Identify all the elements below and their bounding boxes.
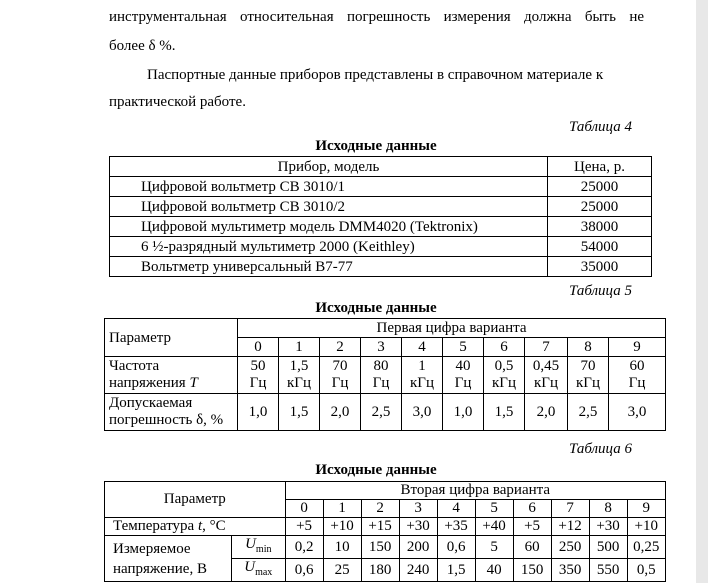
umax-value: 40 (475, 559, 513, 582)
frequency-value: 1 кГц (402, 357, 443, 394)
umin-value: 250 (551, 536, 589, 559)
table-row (110, 237, 652, 257)
frequency-label: Частота напряжения T (105, 357, 238, 394)
error-value: 1,5 (279, 394, 320, 431)
digit-header: 0 (238, 338, 279, 357)
umin-value: 5 (475, 536, 513, 559)
table4 (109, 156, 652, 277)
error-value: 2,0 (320, 394, 361, 431)
umax-value: 0,6 (285, 559, 323, 582)
umax-value: 1,5 (437, 559, 475, 582)
digit-header: 8 (568, 338, 609, 357)
error-value: 2,5 (361, 394, 402, 431)
digit-header: 8 (589, 500, 627, 518)
frequency-value: 0,45 кГц (525, 357, 568, 394)
temperature-value: +5 (285, 518, 323, 536)
frequency-value: 1,5 кГц (279, 357, 320, 394)
error-value: 2,0 (525, 394, 568, 431)
digit-header: 2 (320, 338, 361, 357)
temperature-value: +10 (627, 518, 665, 536)
device-price: 35000 (548, 257, 652, 277)
error-value: 1,5 (484, 394, 525, 431)
frequency-value: 60 Гц (609, 357, 666, 394)
paragraph-line: инструментальная относительная погрешность измерения должна быть не (109, 9, 644, 25)
digit-header: 4 (437, 500, 475, 518)
umin-label: $U_{min}$ (232, 536, 286, 559)
umax-value: 550 (589, 559, 627, 582)
umin-value: 150 (361, 536, 399, 559)
umin-value: 60 (513, 536, 551, 559)
error-value: 3,0 (609, 394, 666, 431)
umax-value: 0,5 (627, 559, 665, 582)
device-price: 38000 (548, 217, 652, 237)
temperature-value: +5 (513, 518, 551, 536)
table-row (105, 536, 666, 559)
table-row (105, 357, 666, 394)
table6 (104, 481, 666, 582)
device-name: 6 ½-разрядный мультиметр 2000 (Keithley) (110, 237, 548, 257)
temperature-label: Температура t, °С (105, 518, 286, 536)
digit-header: 2 (361, 500, 399, 518)
device-name: Цифровой вольтметр СВ 3010/2 (110, 197, 548, 217)
temperature-value: +35 (437, 518, 475, 536)
error-value: 3,0 (402, 394, 443, 431)
frequency-value: 50 Гц (238, 357, 279, 394)
umin-value: 200 (399, 536, 437, 559)
digit-header: 0 (285, 500, 323, 518)
device-name: Цифровой мультиметр модель DMM4020 (Tektronix) (110, 217, 548, 237)
table-row (110, 177, 652, 197)
digit-header: 4 (402, 338, 443, 357)
umax-value: 180 (361, 559, 399, 582)
table6-title: Исходные данные (315, 462, 437, 478)
table-row (110, 197, 652, 217)
voltage-label: Измеряемое напряжение, В (105, 536, 232, 582)
table4-header-price: Цена, р. (548, 157, 652, 177)
frequency-value: 80 Гц (361, 357, 402, 394)
table5-param-header: Параметр (105, 319, 238, 357)
digit-header: 1 (279, 338, 320, 357)
device-name: Вольтметр универсальный В7-77 (110, 257, 548, 277)
paragraph-line: более δ %. (109, 38, 176, 54)
device-name: Цифровой вольтметр СВ 3010/1 (110, 177, 548, 197)
digit-header: 3 (399, 500, 437, 518)
frequency-value: 70 Гц (320, 357, 361, 394)
temperature-value: +40 (475, 518, 513, 536)
temperature-value: +10 (323, 518, 361, 536)
digit-header: 7 (525, 338, 568, 357)
digit-header: 9 (627, 500, 665, 518)
umax-value: 240 (399, 559, 437, 582)
umax-value: 150 (513, 559, 551, 582)
temperature-value: +12 (551, 518, 589, 536)
digit-header: 1 (323, 500, 361, 518)
temperature-value: +15 (361, 518, 399, 536)
frequency-value: 70 кГц (568, 357, 609, 394)
device-price: 54000 (548, 237, 652, 257)
table5 (104, 318, 666, 431)
table4-caption: Таблица 4 (569, 119, 632, 135)
table5-group-header: Первая цифра варианта (238, 319, 666, 338)
table4-title: Исходные данные (315, 138, 437, 154)
table6-param-header: Параметр (105, 482, 286, 518)
umin-value: 500 (589, 536, 627, 559)
paragraph-line: Паспортные данные приборов представлены в справочном материале к (147, 67, 604, 83)
digit-header: 5 (443, 338, 484, 357)
digit-header: 3 (361, 338, 402, 357)
digit-header: 9 (609, 338, 666, 357)
table5-caption: Таблица 5 (569, 283, 632, 299)
digit-header: 5 (475, 500, 513, 518)
digit-header: 6 (484, 338, 525, 357)
umin-value: 0,2 (285, 536, 323, 559)
page-gutter (696, 0, 708, 583)
umin-value: 10 (323, 536, 361, 559)
temperature-value: +30 (399, 518, 437, 536)
table6-group-header: Вторая цифра варианта (285, 482, 665, 500)
digit-header: 7 (551, 500, 589, 518)
umin-value: 0,6 (437, 536, 475, 559)
device-price: 25000 (548, 197, 652, 217)
error-value: 1,0 (443, 394, 484, 431)
digit-header: 6 (513, 500, 551, 518)
error-value: 2,5 (568, 394, 609, 431)
table-row (110, 257, 652, 277)
umax-value: 25 (323, 559, 361, 582)
temperature-value: +30 (589, 518, 627, 536)
error-value: 1,0 (238, 394, 279, 431)
umin-value: 0,25 (627, 536, 665, 559)
frequency-value: 40 Гц (443, 357, 484, 394)
table6-caption: Таблица 6 (569, 441, 632, 457)
paragraph-line: практической работе. (109, 94, 246, 110)
table5-title: Исходные данные (315, 300, 437, 316)
table-row (105, 394, 666, 431)
table-row (110, 217, 652, 237)
table-row (105, 518, 666, 536)
umax-value: 350 (551, 559, 589, 582)
table4-header-device: Прибор, модель (110, 157, 548, 177)
umax-label: $U_{max}$ (232, 559, 286, 582)
device-price: 25000 (548, 177, 652, 197)
error-label: Допускаемая погрешность δ, % (105, 394, 238, 431)
frequency-value: 0,5 кГц (484, 357, 525, 394)
